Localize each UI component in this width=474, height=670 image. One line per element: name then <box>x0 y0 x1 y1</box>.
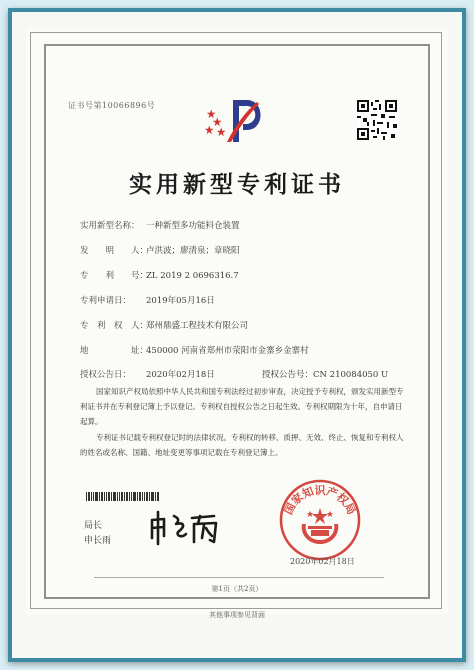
seal-date: 2020年02月18日 <box>290 557 355 566</box>
field-patentee <box>80 319 248 331</box>
field-value: 卢洪波；廖清泉；章晓阳 <box>146 246 240 256</box>
field-utility-model-name <box>80 219 240 231</box>
field-label: 授权公告日： <box>80 370 132 380</box>
field-label: 专 利 号： <box>80 271 149 281</box>
field-label: 发 明 人： <box>80 246 149 256</box>
field-patent-number <box>80 269 239 281</box>
certificate-title: 实用新型专利证书 <box>129 171 345 198</box>
svg-text:国家知识产权局: 国家知识产权局 <box>281 484 359 517</box>
footer-note: 其他事项参见背面 <box>209 611 265 619</box>
official-seal-icon <box>278 478 362 562</box>
field-application-date <box>80 294 215 306</box>
grant-statement-paragraph: 国家知识产权局依照中华人民共和国专利法经过初步审查，决定授予专利权，颁发实用新型专利证书并在专利登记簿上予以登记。专利权自授权公告之日起生效。专利权期限为十年，自申请日起算。 <box>80 387 404 426</box>
field-value: CN 210084050 U <box>313 370 389 380</box>
field-label: 授权公告号： <box>262 370 314 380</box>
field-value: 450000 河南省郑州市荥阳市金寨乡金寨村 <box>146 346 309 356</box>
field-value: ZL 2019 2 0696316.7 <box>146 271 239 281</box>
page-number: 第1页（共2页） <box>211 585 263 593</box>
field-value: 郑州鼎盛工程技术有限公司 <box>146 321 249 331</box>
barcode-icon <box>86 492 160 501</box>
field-value: 一种新型多功能料仓装置 <box>146 221 240 231</box>
field-inventors <box>80 244 240 256</box>
field-grant-date <box>80 368 215 380</box>
field-label: 地 址： <box>80 346 149 356</box>
divider <box>94 577 384 578</box>
qr-code-icon <box>357 100 397 140</box>
legal-status-paragraph: 专利证书记载专利权登记时的法律状况。专利权的转移、质押、无效、终止、恢复和专利权人的姓名或名称、国籍、地址变更等事项记载在专利登记簿上。 <box>80 433 404 457</box>
handwritten-signature-icon <box>148 508 228 548</box>
field-address <box>80 344 309 356</box>
field-value: 2019年05月16日 <box>146 296 215 306</box>
field-label: 专利申请日： <box>80 296 132 306</box>
field-publication-number <box>262 368 388 380</box>
cnipa-logo-icon <box>205 96 269 146</box>
field-label: 专 利 权 人： <box>80 321 149 331</box>
field-label: 实用新型名称： <box>80 221 140 231</box>
signer-name: 申长雨 <box>84 536 112 546</box>
field-value: 2020年02月18日 <box>146 370 215 380</box>
certificate-number: 证书号第10066896号 <box>68 101 156 110</box>
signer-role: 局长 <box>84 521 103 531</box>
